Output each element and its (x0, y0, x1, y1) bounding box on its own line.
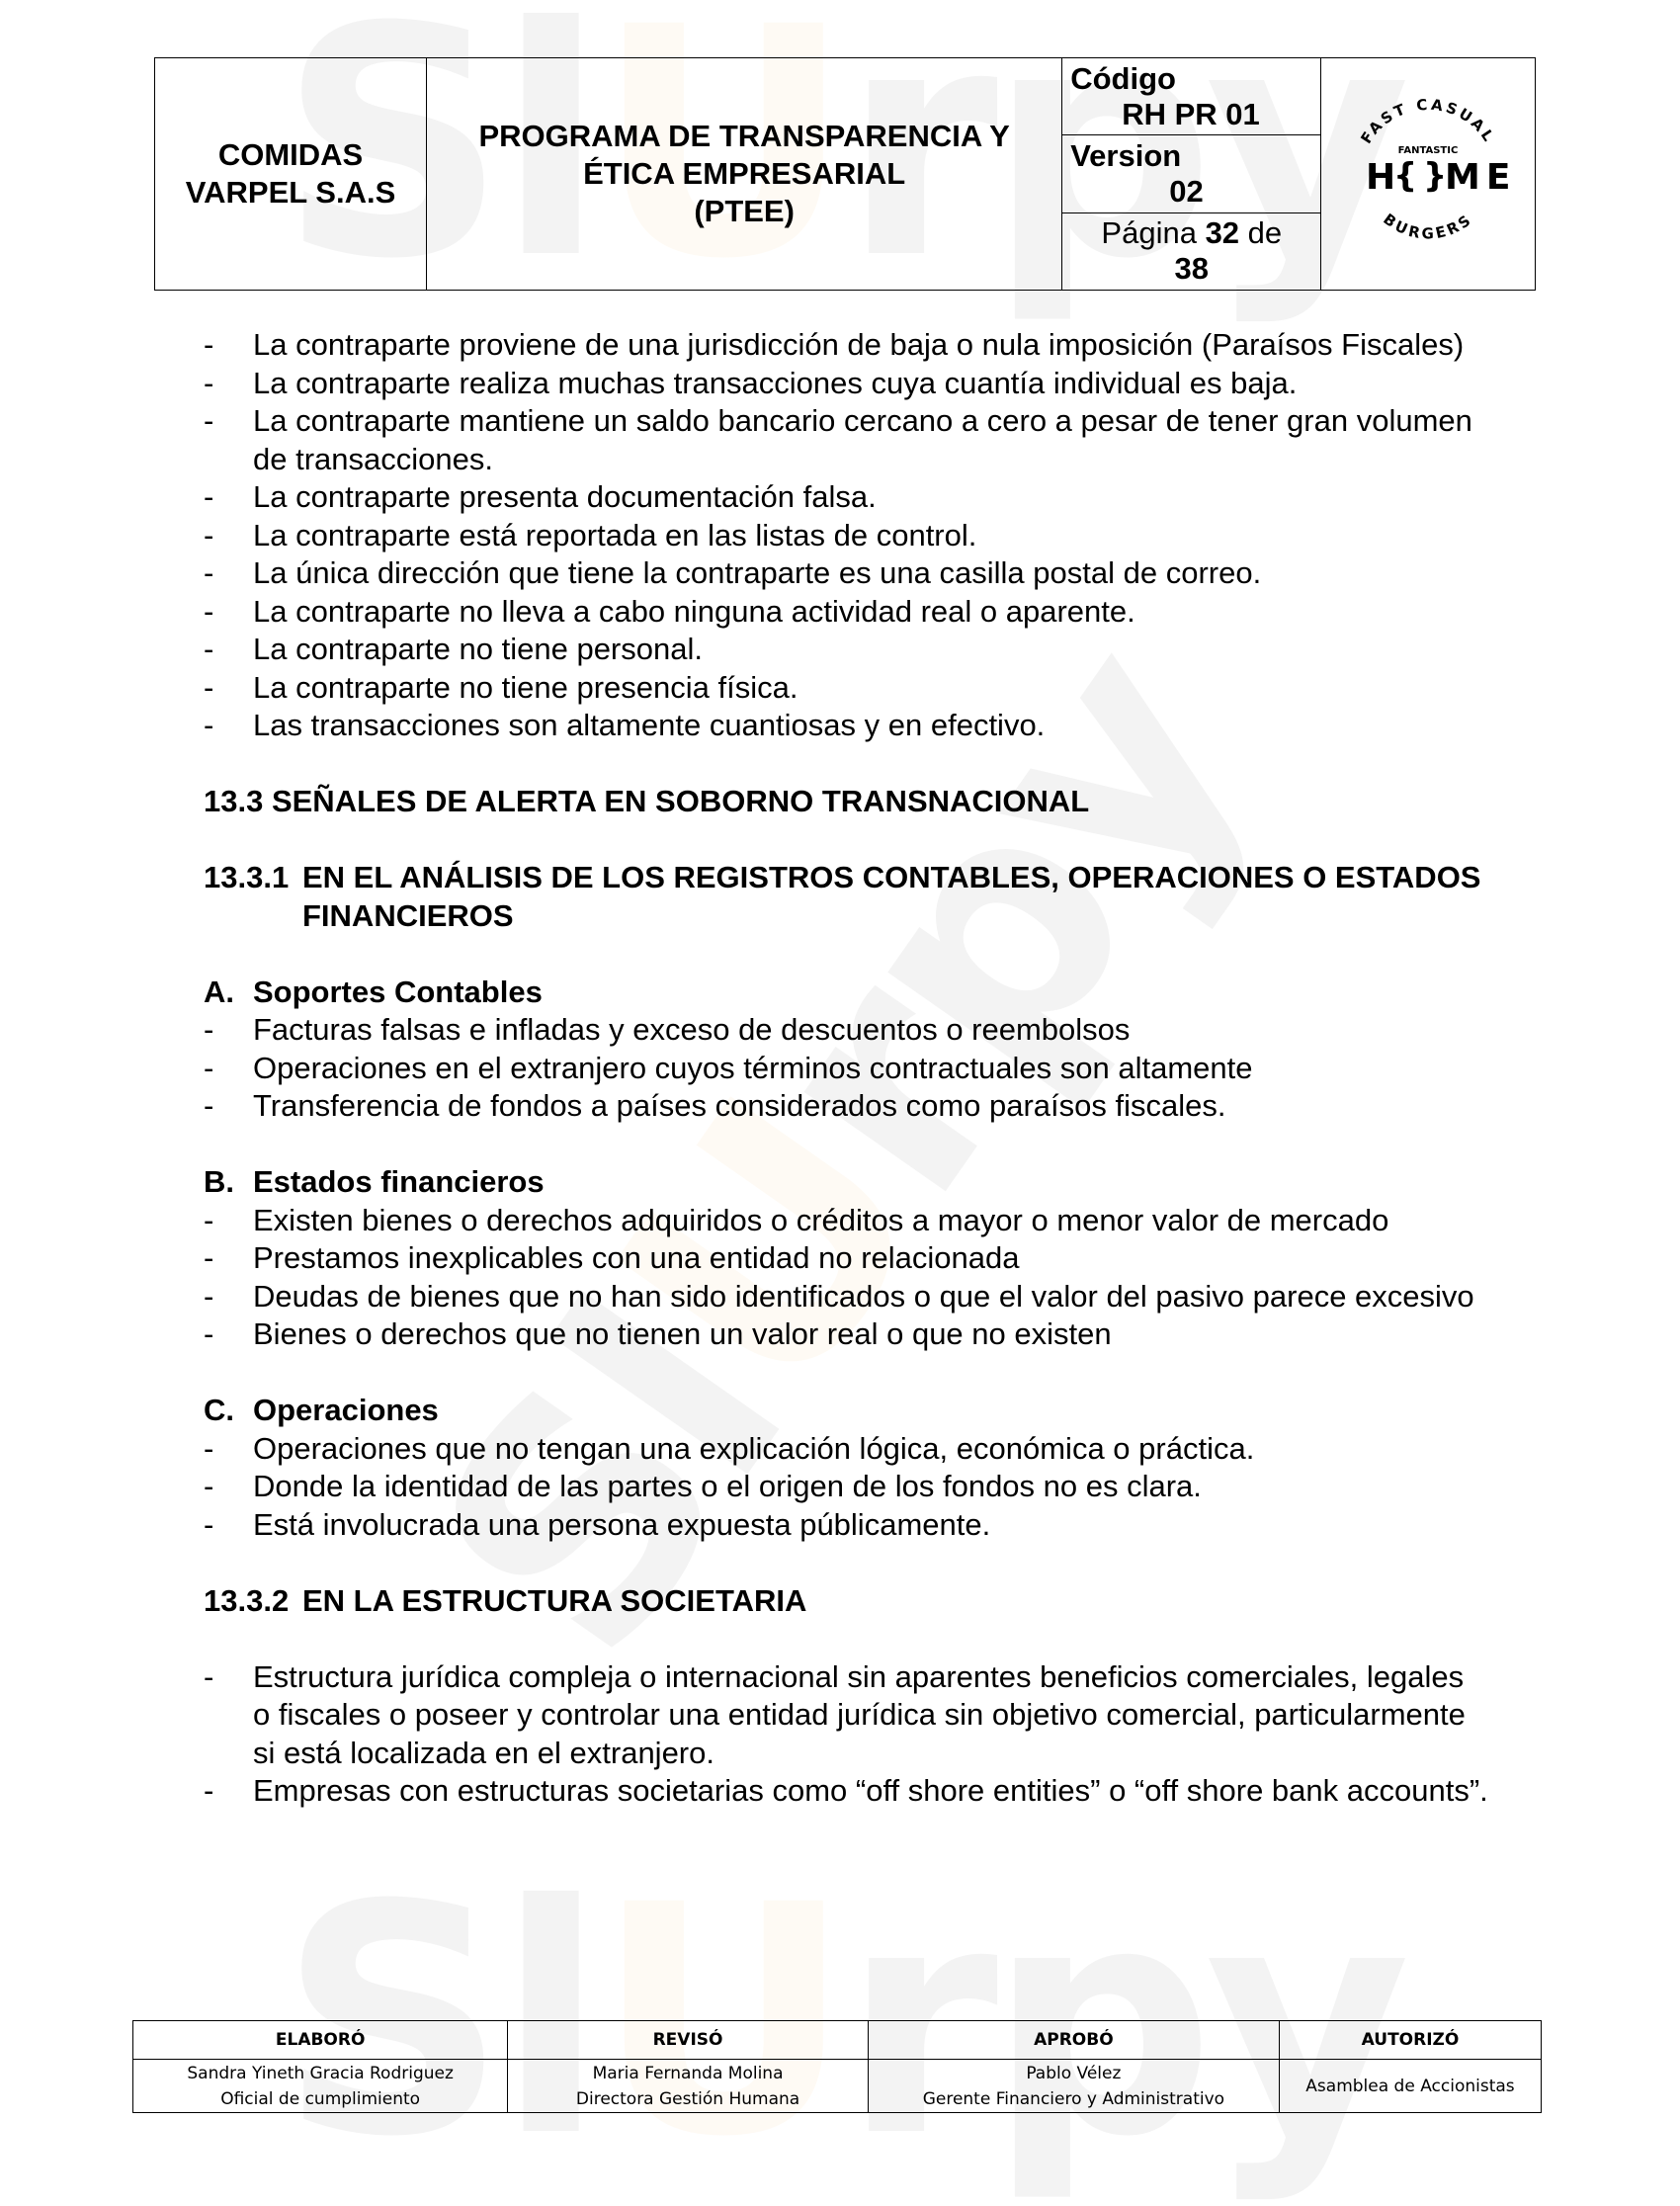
svg-text:FANTASTIC: FANTASTIC (1397, 145, 1459, 156)
list-item: - La contraparte no tiene personal. (204, 631, 1488, 669)
list-item: - Deudas de bienes que no han sido identificados o que el valor del pasivo parece excesivo (204, 1278, 1488, 1316)
document-header (154, 57, 1536, 291)
group-a-list (204, 1011, 1488, 1126)
list-item: - La contraparte mantiene un saldo bancario cercano a cero a pesar de tener gran volumen de transacciones. (204, 402, 1488, 478)
list-item: - Donde la identidad de las partes o el origen de los fondos no es clara. (204, 1468, 1488, 1506)
code-cell: Código RH PR 01 (1062, 58, 1321, 135)
footer-autorizo: Asamblea de Accionistas (1279, 2060, 1541, 2113)
list-item: - La contraparte está reportada en las listas de control. (204, 517, 1488, 555)
group-heading-b: B. Estados financieros (204, 1164, 545, 1199)
list-item: - Las transacciones son altamente cuantiosas y en efectivo. (204, 707, 1488, 745)
group-d-list (204, 1658, 1488, 1811)
list-item: - Facturas falsas e infladas y exceso de descuentos o reembolsos (204, 1011, 1488, 1050)
home-burgers-logo-icon (1334, 80, 1522, 268)
section-heading-13-3-2: 13.3.2 EN LA ESTRUCTURA SOCIETARIA (204, 1582, 807, 1618)
list-item: - Bienes o derechos que no tienen un valor real o que no existen (204, 1315, 1488, 1354)
footer-header-reviso: REVISÓ (508, 2021, 868, 2060)
list-item: - Operaciones que no tengan una explicación lógica, económica o práctica. (204, 1430, 1488, 1469)
footer-reviso: Maria Fernanda Molina Directora Gestión Humana (508, 2060, 868, 2113)
list-item: - La contraparte proviene de una jurisdicción de baja o nula imposición (Paraísos Fiscales) (204, 326, 1488, 365)
list-item: - La contraparte realiza muchas transacciones cuya cuantía individual es baja. (204, 365, 1488, 403)
list-item: - Estructura jurídica compleja o internacional sin aparentes beneficios comerciales, legales o fiscales o poseer y controlar una entidad jurídica sin objetivo comercial, particularmente si está localizada en el extranjero. (204, 1658, 1488, 1773)
list-item: - Existen bienes o derechos adquiridos o créditos a mayor o menor valor de mercado (204, 1202, 1488, 1240)
document-body (204, 326, 1488, 1811)
svg-text:}: } (1423, 156, 1448, 196)
list-item: - La contraparte no lleva a cabo ninguna actividad real o aparente. (204, 593, 1488, 632)
svg-text:H: H (1366, 157, 1396, 198)
svg-text:{: { (1393, 156, 1418, 196)
list-item: - La contraparte no tiene presencia física. (204, 669, 1488, 708)
group-heading-c: C. Operaciones (204, 1393, 439, 1427)
footer-elaboro: Sandra Yineth Gracia Rodriguez Oficial de cumplimiento (133, 2060, 508, 2113)
intro-list (204, 326, 1488, 745)
section-heading-13-3-1: 13.3.1 EN EL ANÁLISIS DE LOS REGISTROS CONTABLES, OPERACIONES O ESTADOS FINANCIEROS (204, 860, 1481, 933)
brand-logo (1321, 58, 1536, 291)
company-name: COMIDAS VARPEL S.A.S (155, 58, 427, 291)
svg-text:ME: ME (1445, 157, 1517, 198)
list-item: - La contraparte presenta documentación falsa. (204, 478, 1488, 517)
approval-footer (132, 2020, 1542, 2113)
list-item: - Operaciones en el extranjero cuyos términos contractuales son altamente (204, 1050, 1488, 1088)
group-c-list (204, 1430, 1488, 1545)
list-item: - La única dirección que tiene la contraparte es una casilla postal de correo. (204, 554, 1488, 593)
footer-aprobo: Pablo Vélez Gerente Financiero y Administrativo (868, 2060, 1279, 2113)
svg-text:BURGERS: BURGERS (1380, 210, 1476, 243)
list-item: - Prestamos inexplicables con una entidad no relacionada (204, 1239, 1488, 1278)
footer-header-aprobo: APROBÓ (868, 2021, 1279, 2060)
list-item: - Está involucrada una persona expuesta públicamente. (204, 1506, 1488, 1545)
list-item: - Empresas con estructuras societarias como “off shore entities” o “off shore bank accounts”. (204, 1772, 1488, 1811)
page-number-cell: Página 32 de 38 (1062, 212, 1321, 290)
document-title: PROGRAMA DE TRANSPARENCIA Y ÉTICA EMPRESARIAL (PTEE) (427, 58, 1062, 291)
version-cell: Version 02 (1062, 135, 1321, 212)
svg-text:FAST CASUAL: FAST CASUAL (1357, 95, 1499, 147)
group-heading-a: A. Soportes Contables (204, 974, 543, 1009)
list-item: - Transferencia de fondos a países considerados como paraísos fiscales. (204, 1087, 1488, 1126)
group-b-list (204, 1202, 1488, 1354)
footer-header-elaboro: ELABORÓ (133, 2021, 508, 2060)
section-heading-13-3: 13.3 SEÑALES DE ALERTA EN SOBORNO TRANSNACIONAL (204, 784, 1090, 818)
footer-header-autorizo: AUTORIZÓ (1279, 2021, 1541, 2060)
